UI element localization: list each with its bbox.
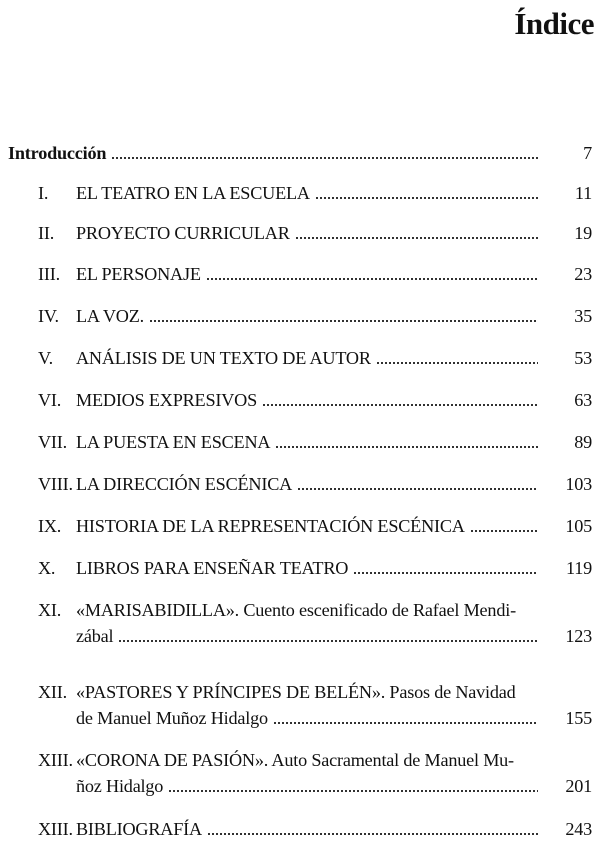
chapter-title: «MARISABIDILLA». Cuento escenificado de Rafael Mendi-: [76, 600, 516, 620]
chapter-title: EL TEATRO EN LA ESCUELA: [76, 183, 310, 203]
chapter-title: EL PERSONAJE: [76, 264, 201, 284]
dot-leader: [273, 722, 538, 724]
chapter-number: XIII.: [38, 750, 73, 770]
dot-leader: [275, 446, 538, 448]
chapter-number: X.: [38, 558, 56, 578]
chapter-title: LIBROS PARA ENSEÑAR TEATRO: [76, 558, 349, 578]
toc-label: Introducción: [8, 143, 107, 163]
toc-page-number: 119: [565, 558, 592, 578]
chapter-number: III.: [38, 264, 60, 284]
chapter-number: XI.: [38, 600, 62, 620]
dot-leader: [376, 362, 538, 364]
chapter-number: VIII.: [38, 474, 73, 494]
dot-leader: [295, 237, 538, 239]
dot-leader: [168, 790, 538, 792]
chapter-title: LA DIRECCIÓN ESCÉNICA: [76, 474, 293, 494]
dot-leader: [315, 197, 538, 199]
dot-leader: [262, 404, 538, 406]
dot-leader: [297, 488, 538, 490]
dot-leader: [149, 320, 538, 322]
chapter-title: MEDIOS EXPRESIVOS: [76, 390, 258, 410]
chapter-number: I.: [38, 183, 49, 203]
toc-entry: [0, 747, 600, 801]
toc-entry: [0, 597, 600, 651]
chapter-number: II.: [38, 223, 55, 243]
chapter-number: XIII.: [38, 819, 73, 839]
toc-page-number: 11: [574, 183, 592, 203]
chapter-title: «CORONA DE PASIÓN». Auto Sacramental de Manuel Mu-: [76, 750, 514, 770]
toc-page-number: 123: [565, 626, 592, 646]
chapter-number: IV.: [38, 306, 59, 326]
toc-page-number: 23: [574, 264, 592, 284]
toc-page-number: 35: [574, 306, 592, 326]
dot-leader: [118, 640, 538, 642]
chapter-title: HISTORIA DE LA REPRESENTACIÓN ESCÉNICA: [76, 516, 465, 536]
toc-page-number: 63: [574, 390, 592, 410]
dot-leader: [206, 278, 538, 280]
chapter-title: LA VOZ.: [76, 306, 144, 326]
toc-page-number: 89: [574, 432, 592, 452]
chapter-title-continued: de Manuel Muñoz Hidalgo: [76, 708, 268, 728]
page-title: Índice: [514, 6, 594, 41]
dot-leader: [207, 833, 538, 835]
toc-page-number: 53: [574, 348, 592, 368]
chapter-title-continued: ñoz Hidalgo: [76, 776, 164, 796]
chapter-number: VII.: [38, 432, 67, 452]
chapter-title: ANÁLISIS DE UN TEXTO DE AUTOR: [76, 348, 371, 368]
toc-page-number: 7: [583, 143, 592, 163]
toc-page-number: 243: [565, 819, 592, 839]
chapter-title: «PASTORES Y PRÍNCIPES DE BELÉN». Pasos de Navidad: [76, 682, 516, 702]
chapter-number: VI.: [38, 390, 62, 410]
toc-page-number: 103: [565, 474, 592, 494]
chapter-number: V.: [38, 348, 53, 368]
dot-leader: [111, 157, 538, 159]
toc-page-number: 201: [565, 776, 592, 796]
toc-page-number: 105: [565, 516, 592, 536]
toc-page-number: 19: [574, 223, 592, 243]
toc-entry: [0, 679, 600, 733]
toc-page-number: 155: [565, 708, 592, 728]
chapter-title-continued: zábal: [76, 626, 114, 646]
chapter-title: LA PUESTA EN ESCENA: [76, 432, 271, 452]
chapter-title: PROYECTO CURRICULAR: [76, 223, 290, 243]
dot-leader: [353, 572, 538, 574]
chapter-number: IX.: [38, 516, 62, 536]
dot-leader: [470, 530, 538, 532]
chapter-number: XII.: [38, 682, 67, 702]
chapter-title: BIBLIOGRAFÍA: [76, 819, 202, 839]
